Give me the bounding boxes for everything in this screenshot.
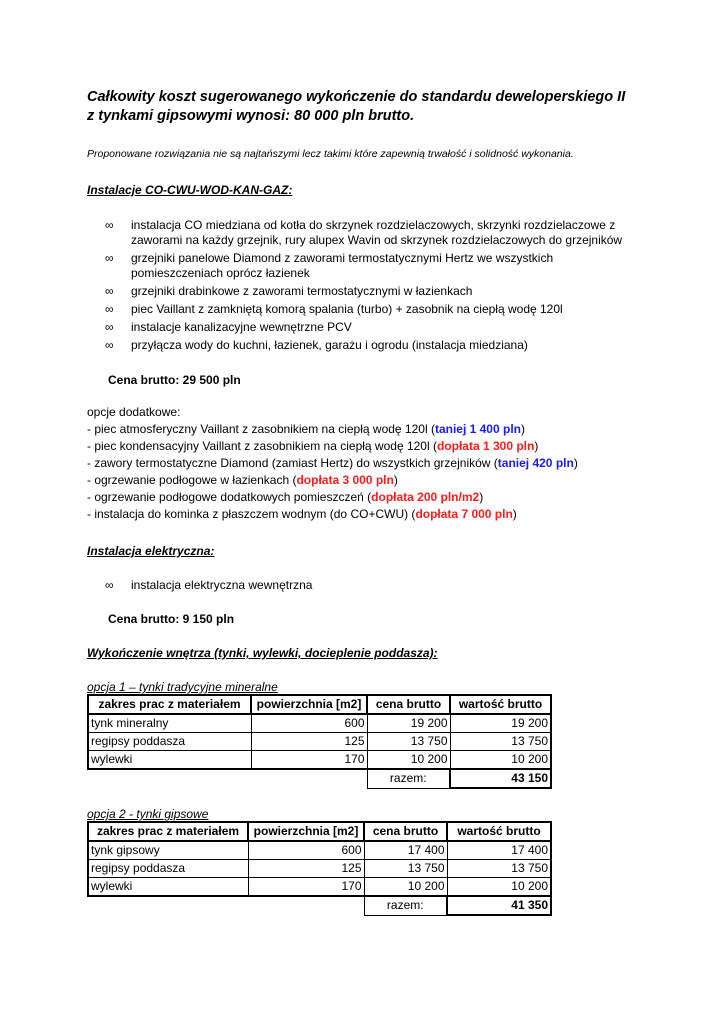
column-header: powierzchnia [m2]: [248, 822, 364, 841]
table-cell: tynk mineralny: [88, 714, 251, 733]
list-item: [105, 251, 647, 281]
heading-line-2: z tynkami gipsowymi wynosi: 80 000 pln brutto.: [87, 108, 415, 124]
list-item: [105, 284, 647, 299]
option-text: - zawory termostatyczne Diamond (zamiast Hertz) do wszystkich grzejników (: [87, 456, 498, 470]
infinity-bullet-icon: ∞: [105, 578, 114, 592]
option-surcharge: dopłata 200 pln/m2: [371, 490, 480, 504]
infinity-bullet-icon: ∞: [105, 320, 114, 334]
table-cell: 10 200: [367, 751, 450, 770]
options-title: opcje dodatkowe:: [87, 405, 181, 419]
option-text-end: ): [479, 490, 484, 504]
document-page: [87, 88, 647, 916]
heading-line-1: Całkowity koszt sugerowanego wykończenie do standardu deweloperskiego II: [87, 89, 626, 105]
table-cell: 170: [251, 751, 367, 770]
table-cell: wylewki: [88, 878, 248, 897]
infinity-bullet-icon: ∞: [105, 284, 114, 298]
table-cell: 19 200: [450, 714, 551, 733]
table-cell: 10 200: [450, 751, 551, 770]
list-item: [105, 302, 647, 317]
table1-label: opcja 1 – tynki tradycyjne mineralne: [87, 680, 278, 694]
section-title-electrical: Instalacja elektryczna:: [87, 544, 215, 558]
option-text-end: ): [393, 473, 398, 487]
table-row: [88, 860, 551, 878]
option-text: - instalacja do kominka z płaszczem wodnym (do CO+CWU) (: [87, 507, 416, 521]
column-header: cena brutto: [364, 822, 447, 841]
list-item: [105, 578, 647, 593]
table-total-row: [88, 896, 551, 915]
table-cell: 13 750: [364, 860, 447, 878]
empty-cell: [251, 769, 367, 788]
list-item-text: instalacje kanalizacyjne wewnętrzne PCV: [131, 320, 352, 334]
table-cell: 125: [251, 733, 367, 751]
infinity-bullet-icon: ∞: [105, 251, 114, 265]
table-row: [88, 878, 551, 897]
list-item-text: piec Vaillant z zamkniętą komorą spalania (turbo) + zasobnik na ciepłą wodę 120l: [131, 302, 563, 316]
table-cell: 125: [248, 860, 364, 878]
option-line: [87, 472, 647, 489]
intro-text: Proponowane rozwiązania nie są najtańszymi lecz takimi które zapewnią trwałość i solidność wykonania.: [87, 148, 574, 160]
total-value: 43 150: [450, 769, 551, 788]
table-row: [88, 751, 551, 770]
empty-cell: [88, 896, 248, 915]
option-text-end: ): [512, 507, 517, 521]
option-surcharge: dopłata 3 000 pln: [296, 473, 394, 487]
column-header: wartość brutto: [447, 822, 551, 841]
empty-cell: [248, 896, 364, 915]
column-header: powierzchnia [m2]: [251, 695, 367, 714]
table-cell: 17 400: [364, 841, 447, 860]
table-cell: 600: [248, 841, 364, 860]
list-item-text: grzejniki panelowe Diamond z zaworami termostatycznymi Hertz we wszystkich pomieszczeniach oprócz łazienek: [131, 251, 554, 280]
list-item: [105, 218, 647, 248]
option-text: - piec atmosferyczny Vaillant z zasobnikiem na ciepłą wodę 120l (: [87, 422, 435, 436]
option-text-end: ): [534, 439, 539, 453]
installations-list: [87, 218, 647, 353]
price-installations: Cena brutto: 29 500 pln: [108, 373, 241, 387]
table-cell: tynk gipsowy: [88, 841, 248, 860]
cost-table-option-2: [87, 821, 552, 916]
option-text: - ogrzewanie podłogowe dodatkowych pomieszczeń (: [87, 490, 372, 504]
cost-table-option-1: [87, 694, 552, 789]
option-text-end: ): [573, 456, 578, 470]
table-cell: 13 750: [447, 860, 551, 878]
option-text-end: ): [521, 422, 525, 436]
list-item-text: instalacja CO miedziana od kotła do skrzynek rozdzielaczowych, skrzynki rozdzielaczowe z zaworami na każdy grzejnik, rury alupex Wavin od skrzynek rozdzielaczowych do grzejników: [131, 218, 623, 247]
table-cell: 170: [248, 878, 364, 897]
price-electrical: Cena brutto: 9 150 pln: [108, 612, 235, 626]
empty-cell: [88, 769, 251, 788]
infinity-bullet-icon: ∞: [105, 218, 114, 232]
table-header-row: [88, 822, 551, 841]
table-row: [88, 841, 551, 860]
table-cell: 10 200: [364, 878, 447, 897]
option-discount: taniej 1 400 pln: [434, 422, 521, 436]
infinity-bullet-icon: ∞: [105, 302, 114, 316]
column-header: zakres prac z materiałem: [88, 695, 251, 714]
option-discount: taniej 420 pln: [497, 456, 574, 470]
total-value: 41 350: [447, 896, 551, 915]
table-header-row: [88, 695, 551, 714]
list-item-text: instalacja elektryczna wewnętrzna: [131, 578, 313, 592]
table-cell: regipsy poddasza: [88, 733, 251, 751]
option-surcharge: dopłata 1 300 pln: [436, 439, 535, 453]
table2-label: opcja 2 - tynki gipsowe: [87, 807, 209, 821]
option-line: [87, 421, 647, 438]
table-cell: 17 400: [447, 841, 551, 860]
list-item-text: przyłącza wody do kuchni, łazienek, garażu i ogrodu (instalacja miedziana): [131, 338, 528, 352]
column-header: zakres prac z materiałem: [88, 822, 248, 841]
table-cell: wylewki: [88, 751, 251, 770]
table-cell: 13 750: [450, 733, 551, 751]
option-text: - piec kondensacyjny Vaillant z zasobnikiem na ciepłą wodę 120l (: [87, 439, 437, 453]
option-text: - ogrzewanie podłogowe w łazienkach (: [87, 473, 297, 487]
list-item: [105, 320, 647, 335]
table-cell: 10 200: [447, 878, 551, 897]
table-cell: regipsy poddasza: [88, 860, 248, 878]
option-line: [87, 438, 647, 455]
option-line: [87, 489, 647, 506]
section-title-installations: Instalacje CO-CWU-WOD-KAN-GAZ:: [87, 183, 293, 197]
document-heading: [87, 88, 647, 126]
column-header: cena brutto: [367, 695, 450, 714]
total-label: razem:: [364, 896, 447, 915]
table-row: [88, 714, 551, 733]
table-cell: 19 200: [367, 714, 450, 733]
option-line: [87, 506, 647, 523]
column-header: wartość brutto: [450, 695, 551, 714]
electrical-list: [87, 578, 647, 593]
list-item: [105, 338, 647, 353]
table-cell: 600: [251, 714, 367, 733]
table-total-row: [88, 769, 551, 788]
option-surcharge: dopłata 7 000 pln: [415, 507, 513, 521]
option-line: [87, 455, 647, 472]
total-label: razem:: [367, 769, 450, 788]
list-item-text: grzejniki drabinkowe z zaworami termostatycznymi w łazienkach: [131, 284, 473, 298]
infinity-bullet-icon: ∞: [105, 338, 114, 352]
table-cell: 13 750: [367, 733, 450, 751]
section-title-interior: Wykończenie wnętrza (tynki, wylewki, docieplenie poddasza):: [87, 646, 438, 660]
table-row: [88, 733, 551, 751]
